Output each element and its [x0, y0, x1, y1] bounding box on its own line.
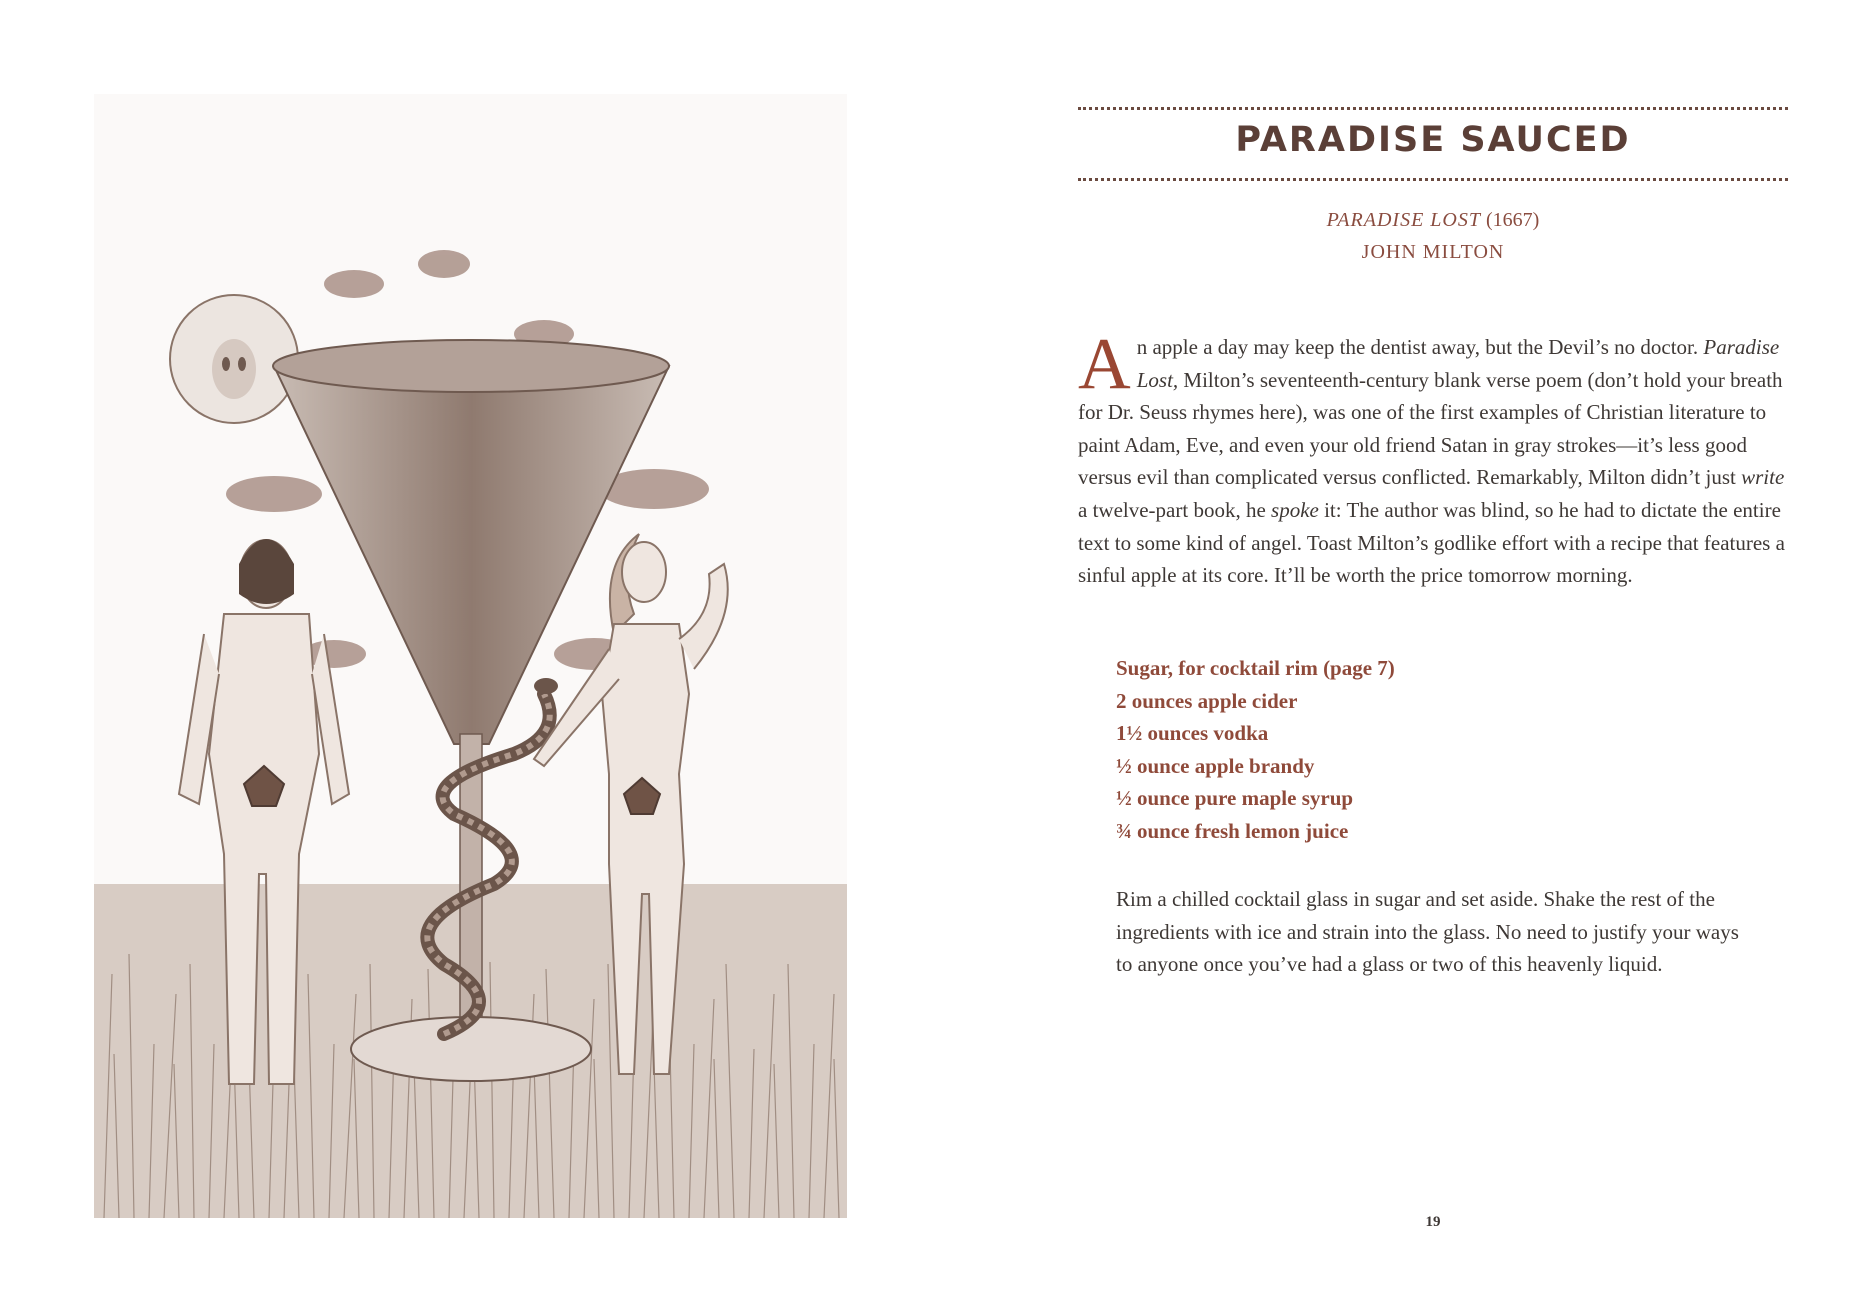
intro-text-1: n apple a day may keep the dentist away, but the Devil’s no doctor. [1136, 335, 1704, 359]
intro-text-2: Milton’s seventeenth-century blank verse poem (don’t hold your breath for Dr. Seuss rhymes here), was one of the first examples of Christian literature to paint Adam, Eve, and even your old friend Satan in gray strokes—it’s less good versus evil than complicated versus conflicted. Remarkably, Milton didn’t just [1078, 367, 1783, 490]
ingredient-item: ½ ounce pure maple syrup [1116, 786, 1354, 811]
recipe-page [1078, 0, 1788, 1306]
intro-text-4: it: The author was blind, so he had to dictate the entire text to some kind of angel. Toast Milton’s godlike effort with a recipe that features a sinful apple at its core. It’ll be worth the price tomorrow morning. [1078, 497, 1785, 588]
source-year: (1667) [1480, 209, 1540, 231]
drop-cap: A [1078, 323, 1131, 404]
ingredients-list [1116, 652, 1736, 848]
intro-paragraph [1078, 323, 1788, 592]
cocktail-illustration [94, 94, 847, 1218]
ingredient-item: 1½ ounces vodka [1116, 721, 1269, 746]
recipe-title: PARADISE SAUCED [1235, 120, 1631, 160]
eden-martini-drawing [94, 94, 847, 1218]
title-rule-top [1078, 107, 1788, 110]
ingredient-item: Sugar, for cocktail rim (page 7) [1116, 656, 1395, 680]
title-rule-bottom [1078, 178, 1788, 181]
source-credit [1078, 204, 1788, 268]
page-number: 19 [1425, 1214, 1441, 1230]
intro-text [1078, 323, 1788, 592]
source-author: JOHN MILTON [1361, 241, 1505, 263]
intro-italic-write: write [1741, 465, 1785, 490]
intro-italic-spoke: spoke [1271, 497, 1319, 522]
ingredient-item: 2 ounces apple cider [1116, 688, 1298, 713]
ingredient-item: ¾ ounce fresh lemon juice [1116, 818, 1349, 843]
source-work: PARADISE LOST [1326, 209, 1481, 231]
source-work-line [1078, 204, 1788, 236]
intro-italic-title: Paradise Lost, [1136, 335, 1780, 392]
ingredient-item: ½ ounce apple brandy [1116, 753, 1315, 778]
method-paragraph: Rim a chilled cocktail glass in sugar and set aside. Shake the rest of the ingredients with ice and strain into the glass. No need to justify your ways to anyone once you’ve had a glass or two of this heavenly liquid. [1116, 887, 1739, 977]
intro-text-3: a twelve-part book, he [1078, 497, 1272, 522]
